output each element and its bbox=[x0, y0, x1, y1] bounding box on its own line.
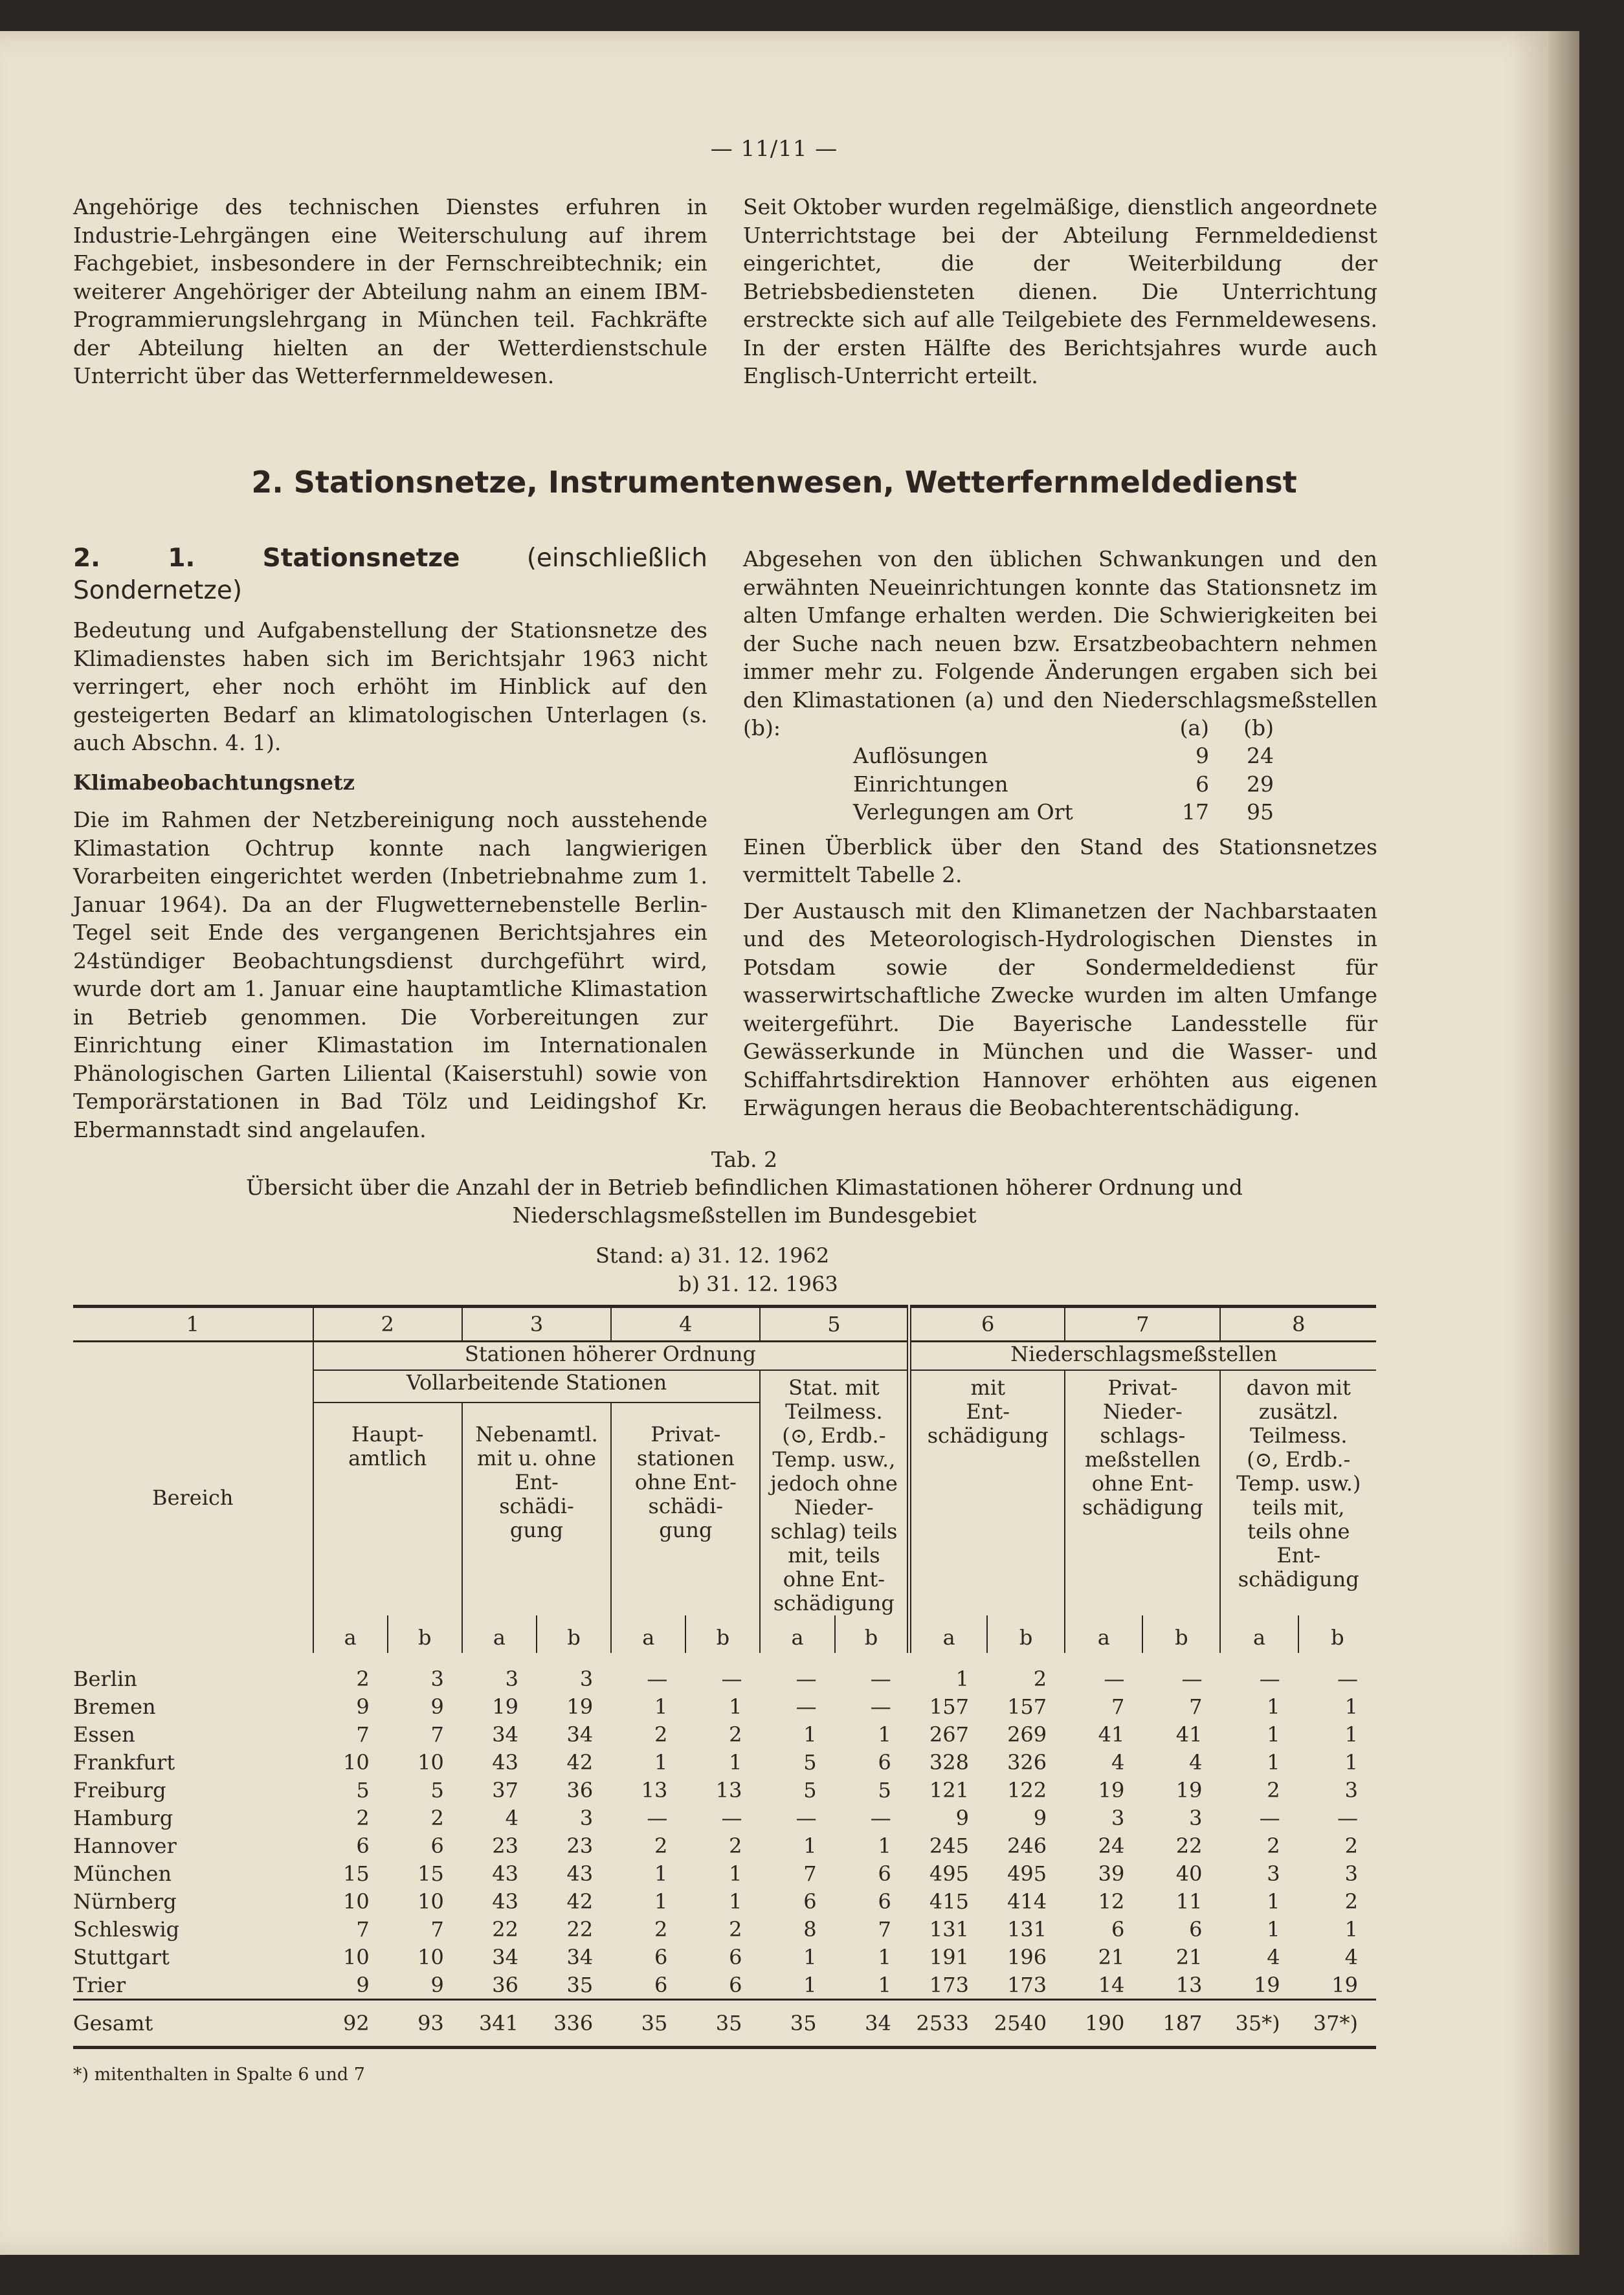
total-cell: 341 bbox=[462, 2000, 537, 2048]
right-paragraph-3: Der Austausch mit den Klimanetzen der Nachbarstaaten und des Meteorologisch-Hydrologischen Dienstes in Potsdam sowie der Sondermeldedienst für wasserwirtschaftliche Zwecke wurden im alten Umfange weitergeführt. Die Bayerische Landesstelle für Gewässerkunde in München und die Wasser- und Schiffahrtsdirektion Hannover erhöhten aus eigenen Erwägungen heraus die Beobachterentschädigung. bbox=[743, 898, 1377, 1120]
table-title-line-1: Übersicht über die Anzahl der in Betrieb befindlichen Klimastationen höherer Ordnung und bbox=[246, 1175, 1243, 1200]
table-cell: 1 bbox=[729, 1861, 742, 1886]
table-cell: 19 bbox=[1175, 1777, 1203, 1802]
column-number: 4 bbox=[611, 1307, 760, 1342]
table-cell: 10 bbox=[417, 1944, 444, 1969]
table-cell: 121 bbox=[929, 1777, 969, 1802]
changes-b: 95 bbox=[1247, 799, 1274, 825]
table-cell: 245 bbox=[929, 1833, 969, 1858]
table-cell: 3 bbox=[579, 1805, 594, 1830]
total-cell: 93 bbox=[388, 2000, 462, 2048]
table-cell: 173 bbox=[929, 1972, 969, 1997]
total-cell: 35 bbox=[611, 2000, 685, 2048]
total-cell: 190 bbox=[1065, 2000, 1142, 2048]
column-number: 8 bbox=[1220, 1307, 1376, 1342]
intro-left-paragraph: Angehörige des technischen Dienstes erfuhren in Industrie-Lehrgängen eine Weiterschulung auf ihrem Fachgebiet, insbesondere in der Fernschreibtechnik; ein weiterer Angehöriger der Abteilung nahm an einem IBM-Programmierungslehrgang in München teil. Fachkräfte der Abteilung hielten an der Wetterdienstschule Unterricht über das Wetterfernmeldewesen. bbox=[73, 194, 707, 388]
row-label: Hamburg bbox=[73, 1805, 173, 1830]
table-cell: 10 bbox=[342, 1749, 370, 1775]
total-cell: 37*) bbox=[1298, 2000, 1376, 2048]
table-cell: 131 bbox=[929, 1916, 969, 1942]
subgroup-header-vollarbeitende: Vollarbeitende Stationen bbox=[313, 1370, 761, 1402]
table-cell: 10 bbox=[417, 1749, 444, 1775]
changes-a: 9 bbox=[1196, 743, 1209, 768]
footnote: *) mitenthalten in Spalte 6 und 7 bbox=[73, 2065, 365, 2085]
table-cell: 40 bbox=[1175, 1861, 1203, 1886]
table-cell: 246 bbox=[1007, 1833, 1047, 1858]
changes-header-row bbox=[853, 714, 1274, 742]
table-cell: 6 bbox=[1111, 1916, 1125, 1942]
table-cell: 1 bbox=[654, 1861, 668, 1886]
intro-right-column bbox=[743, 193, 1377, 398]
table-cell: 4 bbox=[505, 1805, 519, 1830]
table-cell: — bbox=[721, 1805, 742, 1830]
changes-table bbox=[853, 714, 1274, 826]
table-cell: 1 bbox=[654, 1749, 668, 1775]
table-cell: 12 bbox=[1098, 1889, 1125, 1914]
table-cell: 1 bbox=[1267, 1916, 1280, 1942]
table-row bbox=[73, 1971, 1376, 2000]
table-cell: 43 bbox=[492, 1889, 519, 1914]
table-cell: 4 bbox=[1189, 1749, 1203, 1775]
table-row bbox=[73, 1692, 1376, 1720]
table-cell: 415 bbox=[929, 1889, 969, 1914]
table-cell: 2 bbox=[356, 1805, 370, 1830]
table-cell: 4 bbox=[1344, 1944, 1358, 1969]
table-cell: 122 bbox=[1007, 1777, 1047, 1802]
table-cell: 7 bbox=[356, 1722, 370, 1747]
table-cell: 23 bbox=[492, 1833, 519, 1858]
stand-a: Stand: a) 31. 12. 1962 bbox=[595, 1243, 830, 1268]
table-cell: 269 bbox=[1007, 1722, 1047, 1747]
table-cell: 1 bbox=[729, 1694, 742, 1719]
table-cell: 7 bbox=[430, 1722, 444, 1747]
column-number: 2 bbox=[313, 1307, 462, 1342]
row-label: Nürnberg bbox=[73, 1889, 177, 1914]
table-cell: 2 bbox=[729, 1722, 742, 1747]
table-cell: 37 bbox=[492, 1777, 519, 1802]
table-cell: 39 bbox=[1098, 1861, 1125, 1886]
table-cell: 9 bbox=[955, 1805, 969, 1830]
table-cell: 1 bbox=[878, 1722, 891, 1747]
changes-a: 6 bbox=[1196, 771, 1209, 797]
header-col8: davon mit zusätzl. Teilmess. (⊙, Erdb.- Temp. usw.) teils mit, teils ohne Ent- schädigung bbox=[1220, 1370, 1376, 1615]
table-cell: 326 bbox=[1007, 1749, 1047, 1775]
column-number: 6 bbox=[909, 1307, 1065, 1342]
changes-b: 29 bbox=[1247, 771, 1274, 797]
table-cell: 43 bbox=[492, 1749, 519, 1775]
row-label: Bremen bbox=[73, 1694, 156, 1719]
col-b-label: b bbox=[1175, 1625, 1188, 1650]
table-row bbox=[73, 1776, 1376, 1804]
column-number: 5 bbox=[760, 1307, 909, 1342]
table-cell: 3 bbox=[1189, 1805, 1203, 1830]
table-row bbox=[73, 1943, 1376, 1971]
table-cell: 21 bbox=[1175, 1944, 1203, 1969]
table-cell: 34 bbox=[492, 1722, 519, 1747]
table-cell: — bbox=[795, 1805, 817, 1830]
table-cell: 2 bbox=[654, 1833, 668, 1858]
table-cell: 196 bbox=[1007, 1944, 1047, 1969]
page-number: — 11/11 — bbox=[710, 136, 838, 162]
col-b-label: b bbox=[864, 1625, 878, 1650]
table-cell: 6 bbox=[1189, 1916, 1203, 1942]
table-cell: 157 bbox=[929, 1694, 969, 1719]
table-cell: 414 bbox=[1007, 1889, 1047, 1914]
table-cell: — bbox=[795, 1694, 817, 1719]
table-cell: 9 bbox=[1033, 1805, 1047, 1830]
table-cell: 2 bbox=[430, 1805, 444, 1830]
col-b-label: b bbox=[567, 1625, 581, 1650]
group-header-niederschlag: Niederschlagsmeßstellen bbox=[909, 1342, 1376, 1371]
table-cell: 1 bbox=[955, 1666, 969, 1691]
table-cell: 7 bbox=[878, 1916, 891, 1942]
table-cell: 1 bbox=[1267, 1722, 1280, 1747]
table-cell: 9 bbox=[430, 1694, 444, 1719]
table-cell: 3 bbox=[1344, 1777, 1358, 1802]
column-number: 7 bbox=[1065, 1307, 1220, 1342]
table-cell: 5 bbox=[803, 1749, 817, 1775]
col-b-label: b bbox=[1019, 1625, 1033, 1650]
table-cell: 2 bbox=[356, 1666, 370, 1691]
table-cell: 173 bbox=[1007, 1972, 1047, 1997]
header-col4: Privat- stationen ohne Ent- schädi- gung bbox=[611, 1402, 760, 1615]
total-cell: 35 bbox=[685, 2000, 760, 2048]
table-cell: 34 bbox=[566, 1722, 594, 1747]
table-cell: 36 bbox=[566, 1777, 594, 1802]
table-cell: 13 bbox=[1175, 1972, 1203, 1997]
table-cell: — bbox=[1259, 1666, 1280, 1691]
header-col6: mit Ent- schädigung bbox=[909, 1370, 1065, 1615]
total-cell: 92 bbox=[313, 2000, 388, 2048]
table-cell: 41 bbox=[1175, 1722, 1203, 1747]
table-cell: 7 bbox=[430, 1916, 444, 1942]
table-cell: 1 bbox=[1267, 1889, 1280, 1914]
group-header-stationen: Stationen höherer Ordnung bbox=[313, 1342, 909, 1371]
table-cell: 6 bbox=[654, 1944, 668, 1969]
table-cell: 7 bbox=[356, 1916, 370, 1942]
table-cell: 10 bbox=[417, 1889, 444, 1914]
intro-left-column bbox=[73, 193, 707, 398]
changes-label: Verlegungen am Ort bbox=[853, 799, 1073, 825]
table-row bbox=[73, 1804, 1376, 1832]
changes-col-b: (b) bbox=[1243, 715, 1274, 740]
table-cell: 4 bbox=[1111, 1749, 1125, 1775]
table-cell: 1 bbox=[878, 1944, 891, 1969]
table-cell: 14 bbox=[1098, 1972, 1125, 1997]
header-col5: Stat. mit Teilmess. (⊙, Erdb.- Temp. usw., jedoch ohne Nieder- schlag) teils mit, teils ohne Ent- schädigung bbox=[760, 1370, 909, 1615]
table-cell: 9 bbox=[356, 1972, 370, 1997]
table-cell: 19 bbox=[1098, 1777, 1125, 1802]
table-row bbox=[73, 1653, 1376, 1692]
section-title: 2. Stationsnetze, Instrumentenwesen, Wetterfernmeldedienst bbox=[251, 465, 1297, 500]
changes-label: Auflösungen bbox=[853, 743, 988, 768]
total-cell: 35*) bbox=[1220, 2000, 1298, 2048]
table-cell: 22 bbox=[566, 1916, 594, 1942]
table-cell: 3 bbox=[1111, 1805, 1125, 1830]
table-title-line-2: Niederschlagsmeßstellen im Bundesgebiet bbox=[512, 1203, 977, 1228]
table-cell: 3 bbox=[430, 1666, 444, 1691]
total-cell: 35 bbox=[760, 2000, 834, 2048]
table-cell: 1 bbox=[1344, 1916, 1358, 1942]
table-cell: 2 bbox=[654, 1916, 668, 1942]
row-label: Frankfurt bbox=[73, 1749, 175, 1775]
table-cell: 3 bbox=[505, 1666, 519, 1691]
table-cell: 36 bbox=[492, 1972, 519, 1997]
table-cell: 2 bbox=[729, 1833, 742, 1858]
table-cell: 19 bbox=[1331, 1972, 1358, 1997]
table-cell: 9 bbox=[356, 1694, 370, 1719]
table-cell: 10 bbox=[342, 1889, 370, 1914]
table-cell: — bbox=[1337, 1666, 1358, 1691]
table-cell: 2 bbox=[1344, 1889, 1358, 1914]
left-paragraph-1: Bedeutung und Aufgabenstellung der Stationsnetze des Klimadienstes haben sich im Berichtsjahr 1963 nicht verringert, eher noch erhöht im Hinblick auf den gesteigerten Bedarf an klimatologischen Unterlagen (s. auch Abschn. 4. 1). bbox=[73, 617, 707, 755]
table-row bbox=[73, 1720, 1376, 1748]
col-a-label: a bbox=[1220, 1615, 1298, 1653]
table-cell: 1 bbox=[1267, 1749, 1280, 1775]
table-cell: 328 bbox=[929, 1749, 969, 1775]
table-cell: 2 bbox=[729, 1916, 742, 1942]
table-row bbox=[73, 1859, 1376, 1887]
table-cell: 23 bbox=[566, 1833, 594, 1858]
table-cell: 15 bbox=[342, 1861, 370, 1886]
table-cell: 1 bbox=[1267, 1694, 1280, 1719]
right-paragraph-1: Abgesehen von den üblichen Schwankungen und den erwähnten Neueinrichtungen konnte das Stationsnetz im alten Umfange erhalten werden. Die Schwierigkeiten bei der Suche nach neuen bzw. Ersatzbeobachtern nehmen immer mehr zu. Folgende Änderungen ergaben sich bei den Klimastationen (a) und den Niederschlagsmeßstellen (b): bbox=[743, 546, 1377, 740]
table-cell: — bbox=[870, 1694, 891, 1719]
column-number: 3 bbox=[462, 1307, 611, 1342]
col-b-label: b bbox=[716, 1625, 730, 1650]
table-cell: 1 bbox=[1344, 1749, 1358, 1775]
table-cell: 495 bbox=[929, 1861, 969, 1886]
table-cell: 19 bbox=[1253, 1972, 1280, 1997]
left-paragraph-2: Die im Rahmen der Netzbereinigung noch ausstehende Klimastation Ochtrup konnte nach langwierigen Vorarbeiten eingerichtet werden (Inbetriebnahme zum 1. Januar 1964). Da an der Flugwetternebenstelle Berlin-Tegel seit Ende des vergangenen Berichtsjahres ein 24stündiger Beobachtungsdienst durchgeführt wird, wurde dort am 1. Januar eine hauptamtliche Klimastation in Betrieb genommen. Die Vorbereitungen zur Einrichtung einer Klimastation im Internationalen Phänologischen Garten Liliental (Kaiserstuhl) sowie von Temporärstationen in Bad Tölz und Leidingshof Kr. Ebermannstadt sind angelaufen. bbox=[73, 807, 707, 1142]
table-cell: 43 bbox=[566, 1861, 594, 1886]
total-cell: 2533 bbox=[909, 2000, 987, 2048]
table-row bbox=[73, 1887, 1376, 1915]
table-cell: 6 bbox=[654, 1972, 668, 1997]
table-cell: — bbox=[1337, 1805, 1358, 1830]
table-cell: 35 bbox=[566, 1972, 594, 1997]
right-column bbox=[743, 545, 1377, 1130]
subsection-number: 2. 1. Stationsnetze bbox=[73, 544, 460, 573]
table-cell: 2 bbox=[1344, 1833, 1358, 1858]
table-row bbox=[73, 1748, 1376, 1776]
table-cell: 13 bbox=[641, 1777, 668, 1802]
table-cell: 1 bbox=[1344, 1722, 1358, 1747]
intro-right-paragraph: Seit Oktober wurden regelmäßige, dienstlich angeordnete Unterrichtstage bei der Abteilung Fernmeldedienst eingerichtet, die der Weiterbildung der Betriebsbediensteten dienen. Die Unterrichtung erstreckte sich auf alle Teilgebiete des Fernmeldewesens. In der ersten Hälfte des Berichtsjahres wurde auch Englisch-Unterricht erteilt. bbox=[743, 194, 1377, 388]
table-cell: 19 bbox=[566, 1694, 594, 1719]
group-header-row bbox=[73, 1342, 1376, 1371]
table-cell: 2 bbox=[1033, 1666, 1047, 1691]
col-a-label: a bbox=[611, 1615, 685, 1653]
table-cell: 34 bbox=[492, 1944, 519, 1969]
table-cell: 15 bbox=[417, 1861, 444, 1886]
col-b-label: b bbox=[418, 1625, 432, 1650]
subheading-klimabeobachtungsnetz: Klimabeobachtungsnetz bbox=[73, 770, 355, 795]
table-cell: 24 bbox=[1098, 1833, 1125, 1858]
bereich-header: Bereich bbox=[152, 1485, 234, 1510]
row-label: Hannover bbox=[73, 1833, 177, 1858]
row-label: München bbox=[73, 1861, 172, 1886]
row-label: Freiburg bbox=[73, 1777, 166, 1802]
row-label: Essen bbox=[73, 1722, 135, 1747]
total-cell: 34 bbox=[835, 2000, 909, 2048]
table-cell: 6 bbox=[803, 1889, 817, 1914]
column-number-row bbox=[73, 1307, 1376, 1342]
changes-b: 24 bbox=[1247, 743, 1274, 768]
table-cell: 5 bbox=[803, 1777, 817, 1802]
table-label: Tab. 2 bbox=[711, 1147, 778, 1172]
table-cell: 41 bbox=[1098, 1722, 1125, 1747]
column-number: 1 bbox=[73, 1307, 313, 1342]
table-cell: 21 bbox=[1098, 1944, 1125, 1969]
table-cell: 157 bbox=[1007, 1694, 1047, 1719]
subsection-subtitle: (einschließlich Sondernetze) bbox=[73, 544, 707, 605]
col-a-label: a bbox=[313, 1615, 388, 1653]
table-cell: — bbox=[1181, 1666, 1203, 1691]
table-cell: 42 bbox=[566, 1889, 594, 1914]
header-col3: Nebenamtl. mit u. ohne Ent- schädi- gung bbox=[462, 1402, 611, 1615]
total-row bbox=[73, 2000, 1376, 2048]
table-cell: 3 bbox=[1267, 1861, 1280, 1886]
left-column bbox=[73, 542, 707, 1151]
total-cell: 336 bbox=[537, 2000, 611, 2048]
col-a-label: a bbox=[1065, 1615, 1142, 1653]
table-cell: 8 bbox=[803, 1916, 817, 1942]
table-cell: 6 bbox=[878, 1889, 891, 1914]
table-cell: 2 bbox=[1267, 1777, 1280, 1802]
table-cell: 1 bbox=[803, 1722, 817, 1747]
table-cell: — bbox=[870, 1805, 891, 1830]
table-cell: 4 bbox=[1267, 1944, 1280, 1969]
table-cell: 6 bbox=[430, 1833, 444, 1858]
subsection-title bbox=[73, 542, 707, 607]
table-cell: 7 bbox=[803, 1861, 817, 1886]
table-cell: 131 bbox=[1007, 1916, 1047, 1942]
header-col2: Haupt- amtlich bbox=[313, 1402, 462, 1615]
table-cell: 11 bbox=[1175, 1889, 1203, 1914]
table-cell: 19 bbox=[492, 1694, 519, 1719]
table-cell: 6 bbox=[356, 1833, 370, 1858]
row-label: Trier bbox=[73, 1972, 126, 1997]
table-row bbox=[73, 1915, 1376, 1943]
table-row bbox=[73, 1832, 1376, 1859]
table-cell: 191 bbox=[929, 1944, 969, 1969]
changes-row bbox=[853, 770, 1274, 799]
table-cell: 6 bbox=[878, 1861, 891, 1886]
table-cell: 6 bbox=[878, 1749, 891, 1775]
table-cell: 42 bbox=[566, 1749, 594, 1775]
table-cell: — bbox=[870, 1666, 891, 1691]
table-cell: 6 bbox=[729, 1944, 742, 1969]
changes-row bbox=[853, 798, 1274, 826]
table-cell: 1 bbox=[878, 1972, 891, 1997]
table-cell: 1 bbox=[729, 1889, 742, 1914]
table-cell: 10 bbox=[342, 1944, 370, 1969]
changes-row bbox=[853, 742, 1274, 770]
header-col7: Privat- Nieder- schlags- meßstellen ohne Ent- schädigung bbox=[1065, 1370, 1220, 1615]
table-body bbox=[73, 1653, 1376, 2000]
table-cell: 1 bbox=[1344, 1694, 1358, 1719]
table-cell: 5 bbox=[356, 1777, 370, 1802]
table-cell: — bbox=[647, 1805, 668, 1830]
table-cell: 6 bbox=[729, 1972, 742, 1997]
table-cell: 9 bbox=[430, 1972, 444, 1997]
table-cell: 5 bbox=[878, 1777, 891, 1802]
right-paragraph-2: Einen Überblick über den Stand des Stationsnetzes vermittelt Tabelle 2. bbox=[743, 834, 1377, 887]
table-cell: 22 bbox=[1175, 1833, 1203, 1858]
table-cell: 1 bbox=[803, 1944, 817, 1969]
stations-table bbox=[73, 1305, 1376, 2049]
col-a-label: a bbox=[760, 1615, 834, 1653]
table-cell: — bbox=[795, 1666, 817, 1691]
table-cell: 495 bbox=[1007, 1861, 1047, 1886]
table-cell: — bbox=[1259, 1805, 1280, 1830]
col-a-label: a bbox=[462, 1615, 537, 1653]
table-stand bbox=[595, 1241, 838, 1298]
row-label: Schleswig bbox=[73, 1916, 180, 1942]
table-caption bbox=[129, 1146, 1359, 1229]
table-cell: — bbox=[1104, 1666, 1125, 1691]
table-cell: 1 bbox=[729, 1749, 742, 1775]
changes-a: 17 bbox=[1182, 799, 1209, 825]
changes-col-a: (a) bbox=[1179, 715, 1209, 740]
col-b-label: b bbox=[1331, 1625, 1344, 1650]
col-a-label: a bbox=[909, 1615, 987, 1653]
table-cell: 1 bbox=[654, 1694, 668, 1719]
row-label: Stuttgart bbox=[73, 1944, 170, 1969]
total-cell: 2540 bbox=[987, 2000, 1065, 2048]
table-cell: 22 bbox=[492, 1916, 519, 1942]
table-cell: 1 bbox=[803, 1833, 817, 1858]
table-cell: 43 bbox=[492, 1861, 519, 1886]
row-label: Berlin bbox=[73, 1666, 137, 1691]
table-cell: 2 bbox=[1267, 1833, 1280, 1858]
table-cell: 5 bbox=[430, 1777, 444, 1802]
table-cell: 267 bbox=[929, 1722, 969, 1747]
page-edge bbox=[1548, 31, 1579, 2255]
table-cell: 1 bbox=[654, 1889, 668, 1914]
table-cell: 13 bbox=[715, 1777, 742, 1802]
table-cell: — bbox=[721, 1666, 742, 1691]
total-cell: 187 bbox=[1142, 2000, 1220, 2048]
changes-label: Einrichtungen bbox=[853, 771, 1008, 797]
table-cell: 7 bbox=[1189, 1694, 1203, 1719]
stand-b: b) 31. 12. 1963 bbox=[678, 1272, 838, 1296]
table-cell: 3 bbox=[579, 1666, 594, 1691]
table-cell: 1 bbox=[803, 1972, 817, 1997]
total-label: Gesamt bbox=[73, 2000, 313, 2048]
table-cell: 7 bbox=[1111, 1694, 1125, 1719]
table-cell: 2 bbox=[654, 1722, 668, 1747]
table-cell: — bbox=[647, 1666, 668, 1691]
table-cell: 1 bbox=[878, 1833, 891, 1858]
table-cell: 34 bbox=[566, 1944, 594, 1969]
table-cell: 3 bbox=[1344, 1861, 1358, 1886]
